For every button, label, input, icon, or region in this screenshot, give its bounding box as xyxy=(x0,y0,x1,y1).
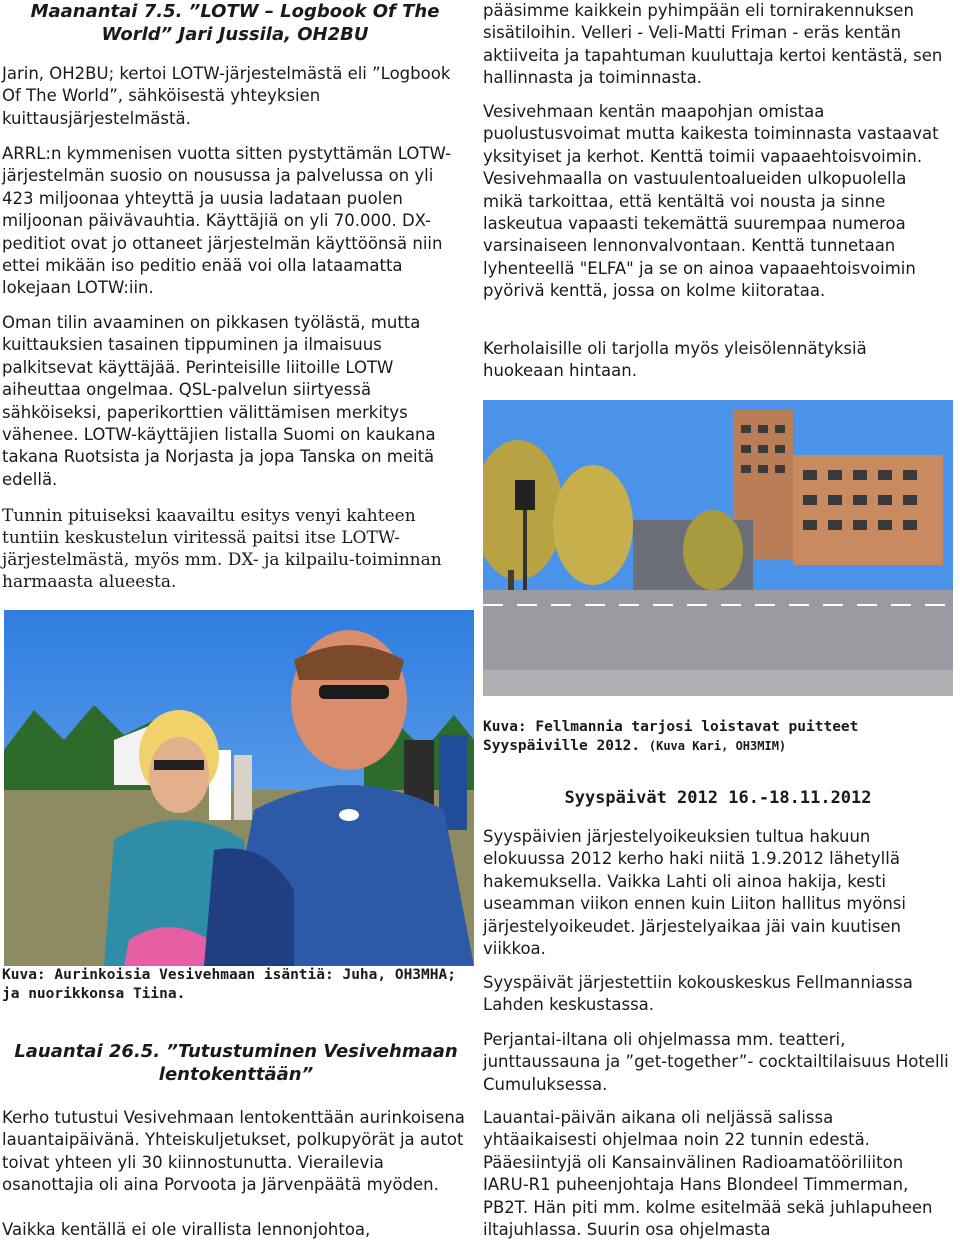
photo-credit: (Kuva Kari, OH3MIM) xyxy=(648,739,787,753)
paragraph-lotw-intro: Jarin, OH2BU; kertoi LOTW-järjestelmästä eli ”Logbook Of The World”, sähköisestä yhteyksien kuittausjärjestelmästä. xyxy=(2,64,451,128)
heading-syyspaivat: Syyspäivät 2012 16.-18.11.2012 xyxy=(564,788,872,808)
paragraph-vesivehmaa-visit: Kerho tutustui Vesivehmaan lentokenttään aurinkoisena lauantaipäivänä. Yhteiskuljetukset, polkupyörät ja autot toivat yhteen yli 30 kiinnostunutta. Vierailevia osanottajia oli aina Porvoota ja Järvenpäätä myöden. xyxy=(2,1108,465,1195)
paragraph-friday-program: Perjantai-iltana oli ohjelmassa mm. teatteri, junttaussauna ja ”get-together”- cocktailtilaisuus Hotelli Cumuluksessa. xyxy=(483,1030,949,1094)
paragraph-saturday-program: Lauantai-päivän aikana oli neljässä salissa yhtäaikaisesti ohjelmaa noin 22 tunnin edestä. Pääesiintyjä oli Kansainvälinen Radioamatööriliiton IARU-R1 puheenjohtaja Hans Blondeel Timmerman, PB2T. Hän piti mm. kolme esitelmää sekä juhlapuheen iltajuhlassa. Suurin osa ohjelmasta xyxy=(483,1108,933,1240)
paragraph-airfield-ownership: Vesivehmaan kentän maapohjan omistaa puolustusvoimat mutta kaikesta toiminnasta vastaavat yksityiset ja kerhot. Kenttä toimii vapaaehtoisvoimin. Vesivehmaalla on vastuulentoalueiden ulkopuolella mikä tarkoittaa, että kentältä voi nousta ja sinne laskeutua vapaasti tekemättä suurempaa numeroa varsinaiseen lennonvalvontaan. Kenttä tunnetaan lyhenteellä "ELFA" ja se on ainoa vapaaehtoisvoimin pyörivä kenttä, jossa on kolme kiitorataa. xyxy=(483,102,939,301)
paragraph-flights: Kerholaisille oli tarjolla myös yleisölennätyksiä huokeaan hintaan. xyxy=(483,339,867,381)
caption-fellmannia xyxy=(483,718,951,756)
caption-hosts-photo: Kuva: Aurinkoisia Vesivehmaan isäntiä: Juha, OH3MHA; ja nuorikkonsa Tiina. xyxy=(2,967,456,1002)
photo-vesivehmaan-hosts xyxy=(4,610,474,966)
paragraph-syyspaivat-venue: Syyspäivät järjestettiin kokouskeskus Fellmanniassa Lahden keskustassa. xyxy=(483,973,913,1015)
paragraph-lotw-stats: ARRL:n kymmenisen vuotta sitten pystyttämän LOTW-järjestelmän suosio on nousussa ja palvelussa on yli 423 miljoonaa yhteyttä ja uusia ladataan puolen miljoonan päivävauhtia. Käyttäjiä on yli 70.000. DX-peditiot ovat jo ottaneet järjestelmän käyttöönsä niin ettei mikään iso peditio enää voi olla lataamatta lokejaan LOTW:iin. xyxy=(2,144,452,298)
heading-vesivehmaa: Lauantai 26.5. ”Tutustuminen Vesivehmaan lentokenttään” xyxy=(14,1041,458,1085)
heading-lotw: Maanantai 7.5. ”LOTW – Logbook Of The World” Jari Jussila, OH2BU xyxy=(30,1,440,45)
photo-fellmannia xyxy=(483,400,953,696)
paragraph-lotw-duration: Tunnin pituiseksi kaavailtu esitys venyi kahteen tuntiin keskustelun viritessä paitsi itse LOTW-järjestelmästä, myös mm. DX- ja kilpailu-toiminnan harmaasta alueesta. xyxy=(2,506,442,592)
hosts-photo-image xyxy=(4,610,474,966)
paragraph-lotw-account: Oman tilin avaaminen on pikkasen työlästä, mutta kuittauksien tasainen tippuminen ja ilmaisuus palkitsevat käyttäjää. Perinteisille liitoille LOTW aiheuttaa ongelmaa. QSL-palvelun siirtyessä sähköiseksi, paperikorttien välittämisen merkitys vähenee. LOTW-käyttäjien listalla Suomi on kaukana takana Ruotsista ja Norjasta ja jopa Tanska on meitä edellä. xyxy=(2,313,436,489)
fellmannia-photo-image xyxy=(483,400,953,696)
paragraph-tower-visit: pääsimme kaikkein pyhimpään eli tornirakennuksen sisätiloihin. Velleri - Veli-Matti Friman - eräs kentän aktiiveita ja tapahtuman kuuluttaja kertoi kentästä, sen hallinnasta ja toiminnasta. xyxy=(483,1,943,88)
paragraph-vesivehmaa-tower: Vaikka kentällä ei ole virallista lennonjohtoa, xyxy=(2,1220,371,1239)
caption-fellmannia-text: Kuva: Fellmannia tarjosi loistavat puitteet Syyspäiville 2012. xyxy=(483,719,859,754)
paragraph-syyspaivat-application: Syyspäivien järjestelyoikeuksien tultua hakuun elokuussa 2012 kerho haki niitä 1.9.2012 lähetyllä hakemuksella. Vaikka Lahti oli ainoa hakija, kesti useamman viikon ennen kuin Liiton hallitus myönsi järjestelyoikeudet. Järjestelyaikaa jäi vain kuutisen viikkoa. xyxy=(483,827,906,959)
